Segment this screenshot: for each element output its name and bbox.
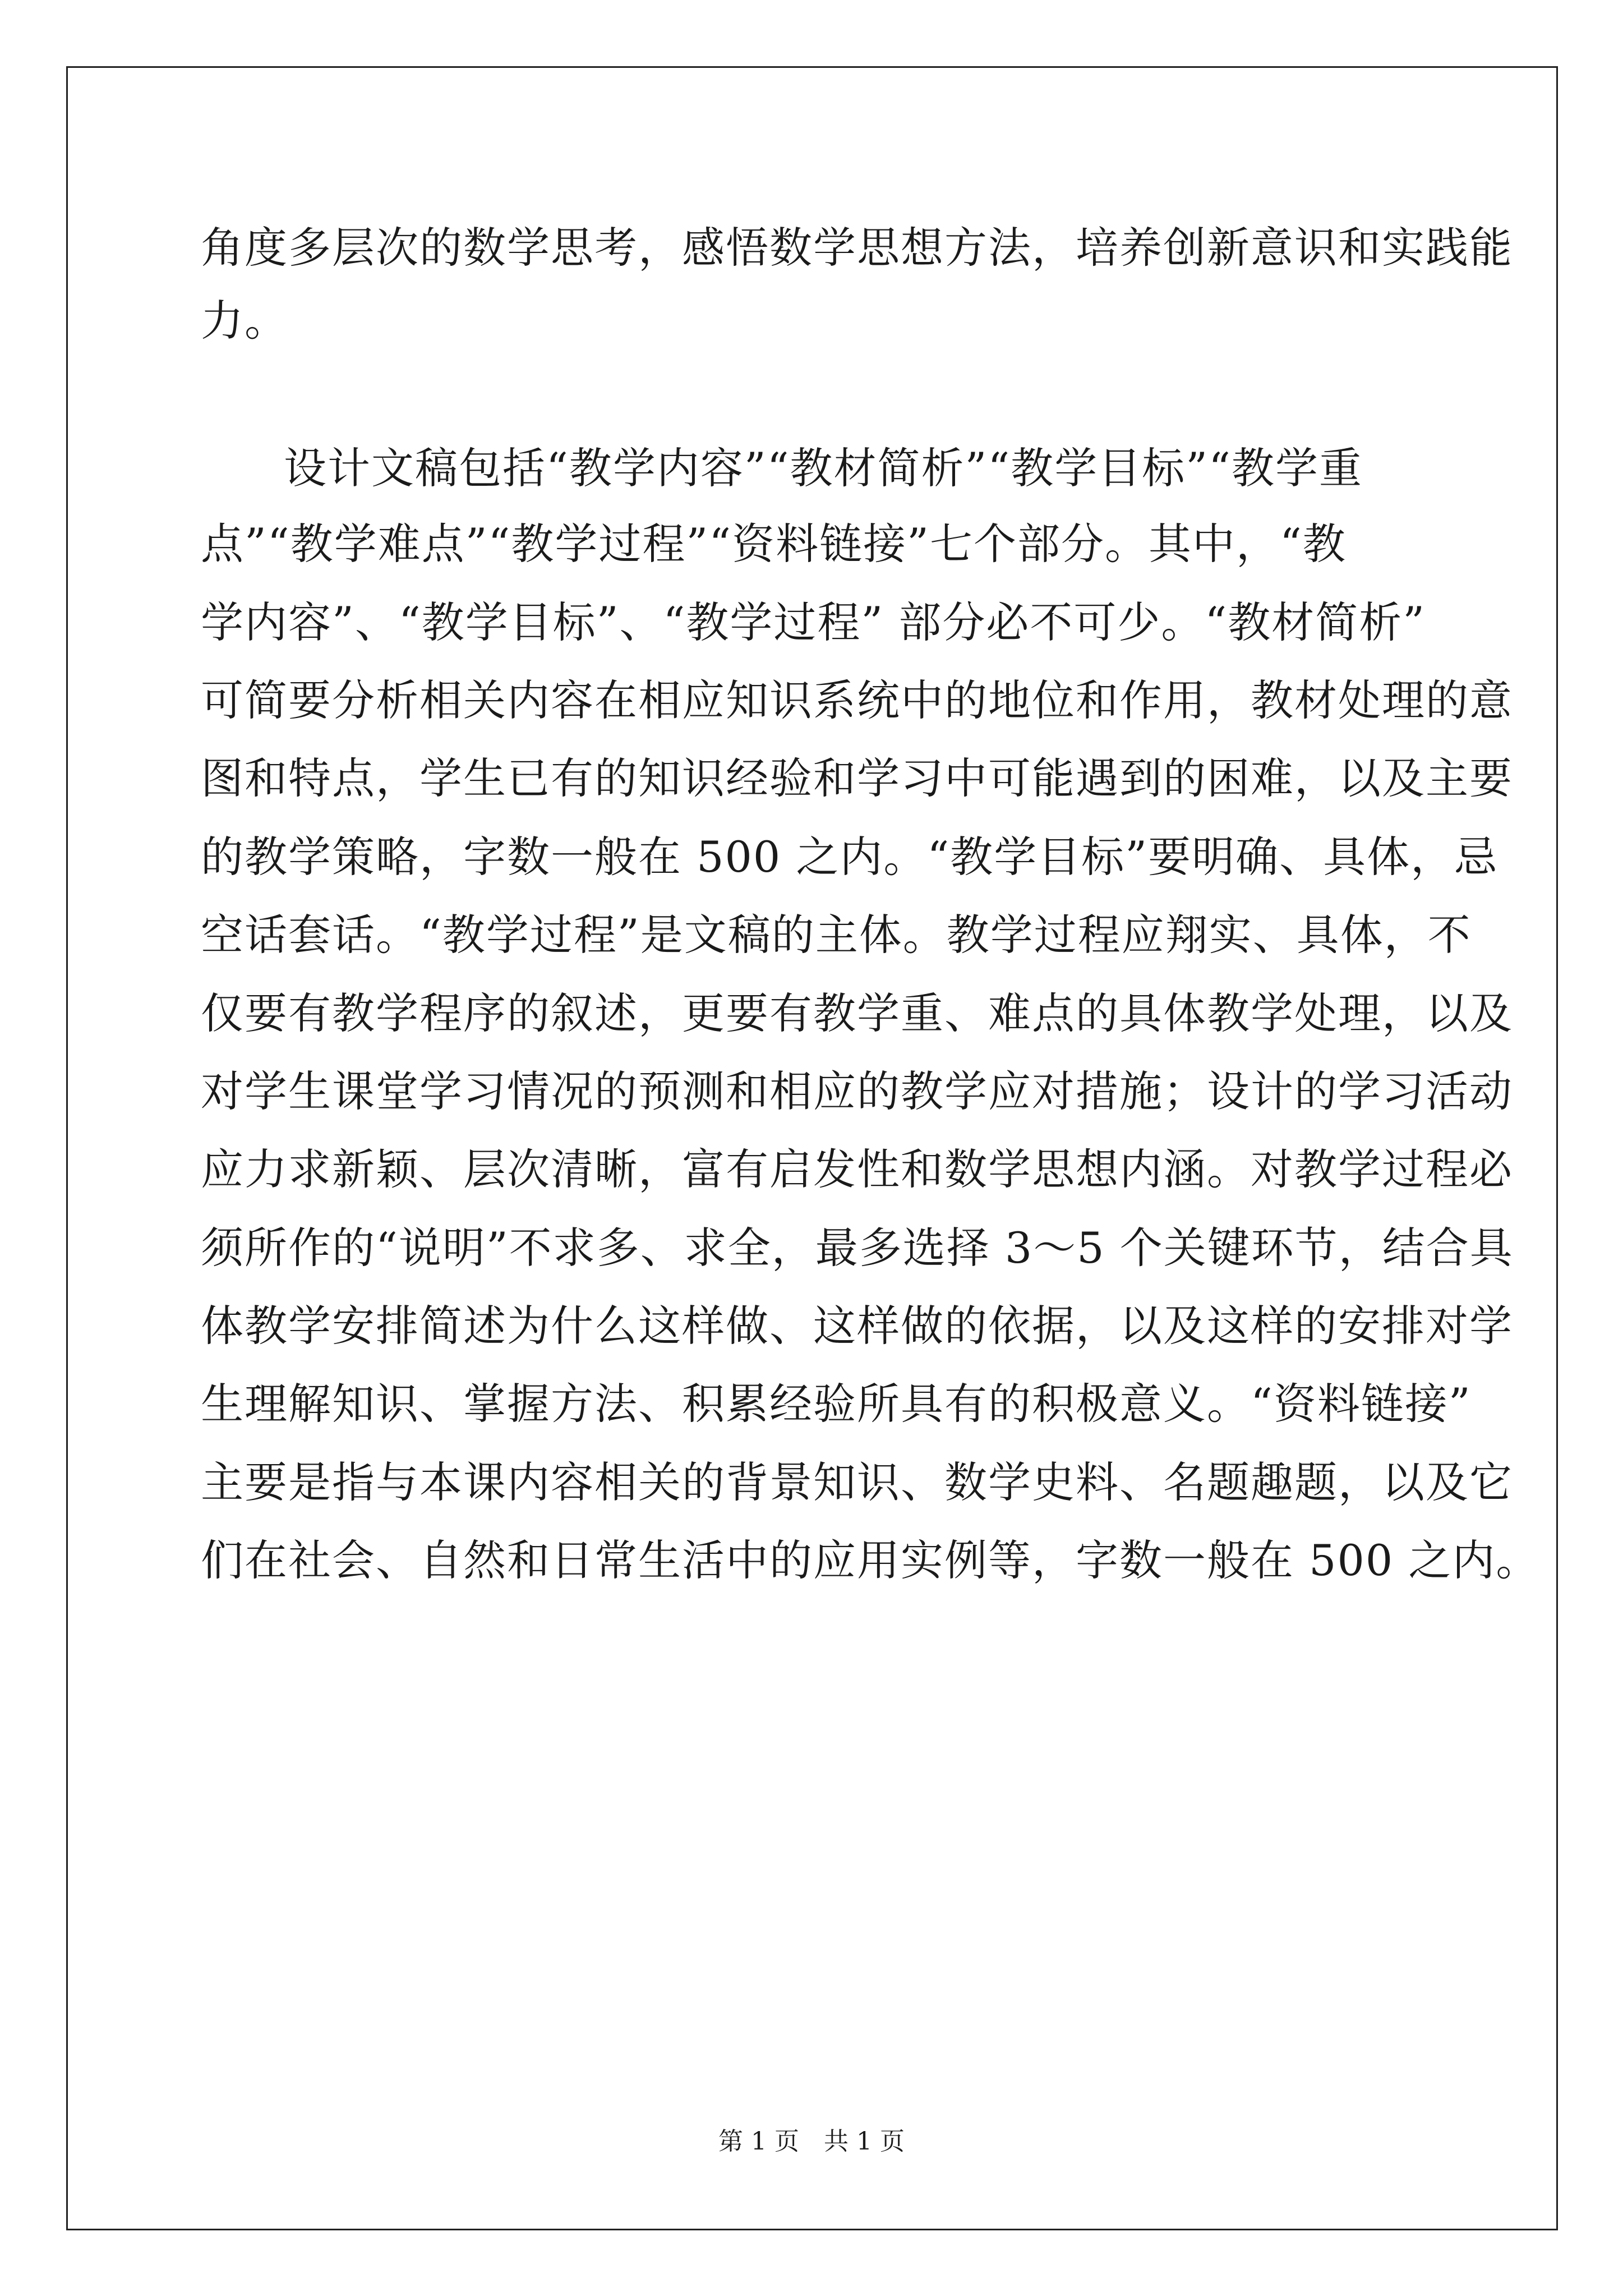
page-number-footer: 第 1 页 共 1 页 xyxy=(718,2127,905,2156)
text-line-5: 学内容”、“教学目标”、“教学过程” 部分必不可少。“教材简析” xyxy=(201,597,1426,647)
text-line-3: 设计文稿包括“教学内容”“教材简析”“教学目标”“教学重 xyxy=(284,443,1363,493)
text-line-15: 生理解知识、掌握方法、积累经验所具有的积极意义。“资料链接” xyxy=(201,1379,1472,1429)
text-line-9: 空话套话。“教学过程”是文稿的主体。教学过程应翔实、具体，不 xyxy=(201,910,1472,960)
text-line-1: 角度多层次的数学思考，感悟数学思想方法，培养创新意识和实践能 xyxy=(201,223,1513,273)
text-line-8: 的教学策略，字数一般在 500 之内。“教学目标”要明确、具体，忌 xyxy=(201,832,1498,882)
text-line-12: 应力求新颖、层次清晰，富有启发性和数学思想内涵。对教学过程必 xyxy=(201,1144,1513,1194)
text-line-6: 可简要分析相关内容在相应知识系统中的地位和作用，教材处理的意 xyxy=(201,675,1513,725)
text-line-16: 主要是指与本课内容相关的背景知识、数学史料、名题趣题，以及它 xyxy=(201,1457,1513,1507)
text-line-14: 体教学安排简述为什么这样做、这样做的依据，以及这样的安排对学 xyxy=(201,1301,1513,1351)
text-line-13: 须所作的“说明”不求多、求全，最多选择 3～5 个关键环节，结合具 xyxy=(201,1223,1514,1273)
text-line-4: 点”“教学难点”“教学过程”“资料链接”七个部分。其中，“教 xyxy=(201,519,1347,569)
text-line-7: 图和特点，学生已有的知识经验和学习中可能遇到的困难，以及主要 xyxy=(201,753,1513,803)
text-line-2: 力。 xyxy=(201,296,288,346)
text-line-11: 对学生课堂学习情况的预测和相应的教学应对措施；设计的学习活动 xyxy=(201,1066,1513,1116)
text-line-10: 仅要有教学程序的叙述，更要有教学重、难点的具体教学处理，以及 xyxy=(201,988,1513,1038)
text-line-17: 们在社会、自然和日常生活中的应用实例等，字数一般在 500 之内。 xyxy=(201,1535,1540,1585)
